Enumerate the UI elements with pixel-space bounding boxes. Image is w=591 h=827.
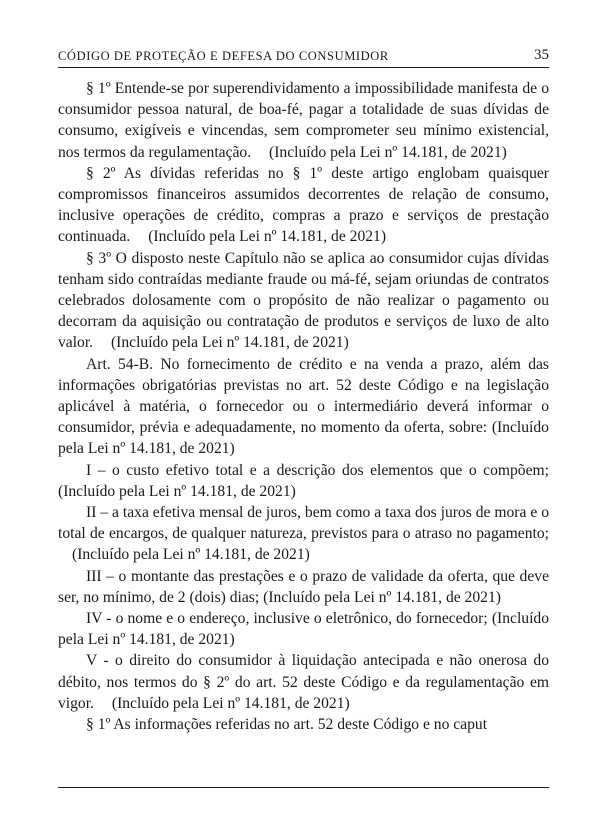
amendment-note: (Incluído pela Lei nº 14.181, de 2021) bbox=[269, 143, 507, 161]
paragraph-par1-superendividamento bbox=[58, 78, 549, 163]
running-head: CÓDIGO DE PROTEÇÃO E DEFESA DO CONSUMIDOR bbox=[58, 49, 389, 63]
body-text bbox=[58, 78, 549, 735]
amendment-note: (Incluído pela Lei nº 14.181, de 2021) bbox=[111, 694, 350, 712]
paragraph-inciso-iv bbox=[58, 608, 549, 650]
paragraph-par1-informacoes bbox=[58, 714, 549, 735]
paragraph-par3-exclusao bbox=[58, 248, 549, 354]
paragraph-inciso-ii bbox=[58, 502, 549, 566]
paragraph-par2-dividas bbox=[58, 163, 549, 248]
paragraph-text: I – o custo efetivo total e a descrição dos elementos que o compõem; bbox=[86, 461, 549, 479]
amendment-note: (Incluído pela Lei nº 14.181, de 2021) bbox=[110, 334, 349, 352]
page-header bbox=[58, 42, 549, 68]
paragraph-text: Art. 54-B. No fornecimento de crédito e na venda a prazo, além das informações obrigatórias previstas no art. 52 deste Código e na legislação aplicável à matéria, o fornecedor ou o intermediário deverá informar o consumidor, prévia e adequadamente, no momento da oferta, sobre: bbox=[58, 355, 549, 437]
amendment-note: (Incluído pela Lei nº 14.181, de 2021) bbox=[58, 482, 296, 500]
amendment-note: (Incluído pela Lei nº 14.181, de 2021) bbox=[148, 228, 387, 246]
amendment-note: (Incluído pela Lei nº 14.181, de 2021) bbox=[58, 419, 549, 458]
paragraph-inciso-v bbox=[58, 650, 549, 714]
amendment-note: (Incluído pela Lei nº 14.181, de 2021) bbox=[263, 588, 501, 606]
paragraph-text: III – o montante das prestações e o prazo de validade da oferta, que deve ser, no mínimo, de 2 (dois) dias; bbox=[58, 567, 549, 606]
amendment-note: (Incluído pela Lei nº 14.181, de 2021) bbox=[72, 546, 310, 564]
paragraph-text: V - o direito do consumidor à liquidação antecipada e não onerosa do débito, nos termos do § 2º do art. 52 deste Código e da regulamentação em vigor. bbox=[58, 652, 549, 712]
paragraph-art-54b bbox=[58, 354, 549, 460]
paragraph-inciso-i bbox=[58, 460, 549, 502]
paragraph-text: II – a taxa efetiva mensal de juros, bem como a taxa dos juros de mora e o total de encargos, de qualquer natureza, previstos para o atraso no pagamento; bbox=[58, 504, 549, 543]
page-number: 35 bbox=[534, 47, 549, 63]
paragraph-text: § 1º Entende-se por superendividamento a impossibilidade manifesta de o consumidor pessoa natural, de boa-fé, pagar a totalidade de suas dívidas de consumo, exigíveis e vincendas, sem comprometer seu mínimo existencial, nos termos da regulamentação. bbox=[58, 80, 549, 161]
paragraph-text: IV - o nome e o endereço, inclusive o eletrônico, do fornecedor; bbox=[86, 610, 488, 628]
paragraph-text: § 2º As dívidas referidas no § 1º deste artigo englobam quaisquer compromissos financeiros assumidos decorrentes de relação de consumo, inclusive operações de crédito, compras a prazo e serviços de prestação continuada. bbox=[58, 164, 549, 246]
amendment-note: (Incluído pela Lei nº 14.181, de 2021) bbox=[58, 610, 550, 649]
paragraph-text: § 1º As informações referidas no art. 52 deste Código e no caput bbox=[86, 716, 488, 734]
footer-rule bbox=[58, 787, 549, 788]
paragraph-text: § 3º O disposto neste Capítulo não se aplica ao consumidor cujas dívidas tenham sido contraídas mediante fraude ou má-fé, sejam oriundas de contratos celebrados dolosamente com o propósito de não realizar o pagamento ou decorram da aquisição ou contratação de produtos e serviços de luxo de alto valor. bbox=[58, 249, 549, 352]
paragraph-inciso-iii bbox=[58, 566, 549, 608]
